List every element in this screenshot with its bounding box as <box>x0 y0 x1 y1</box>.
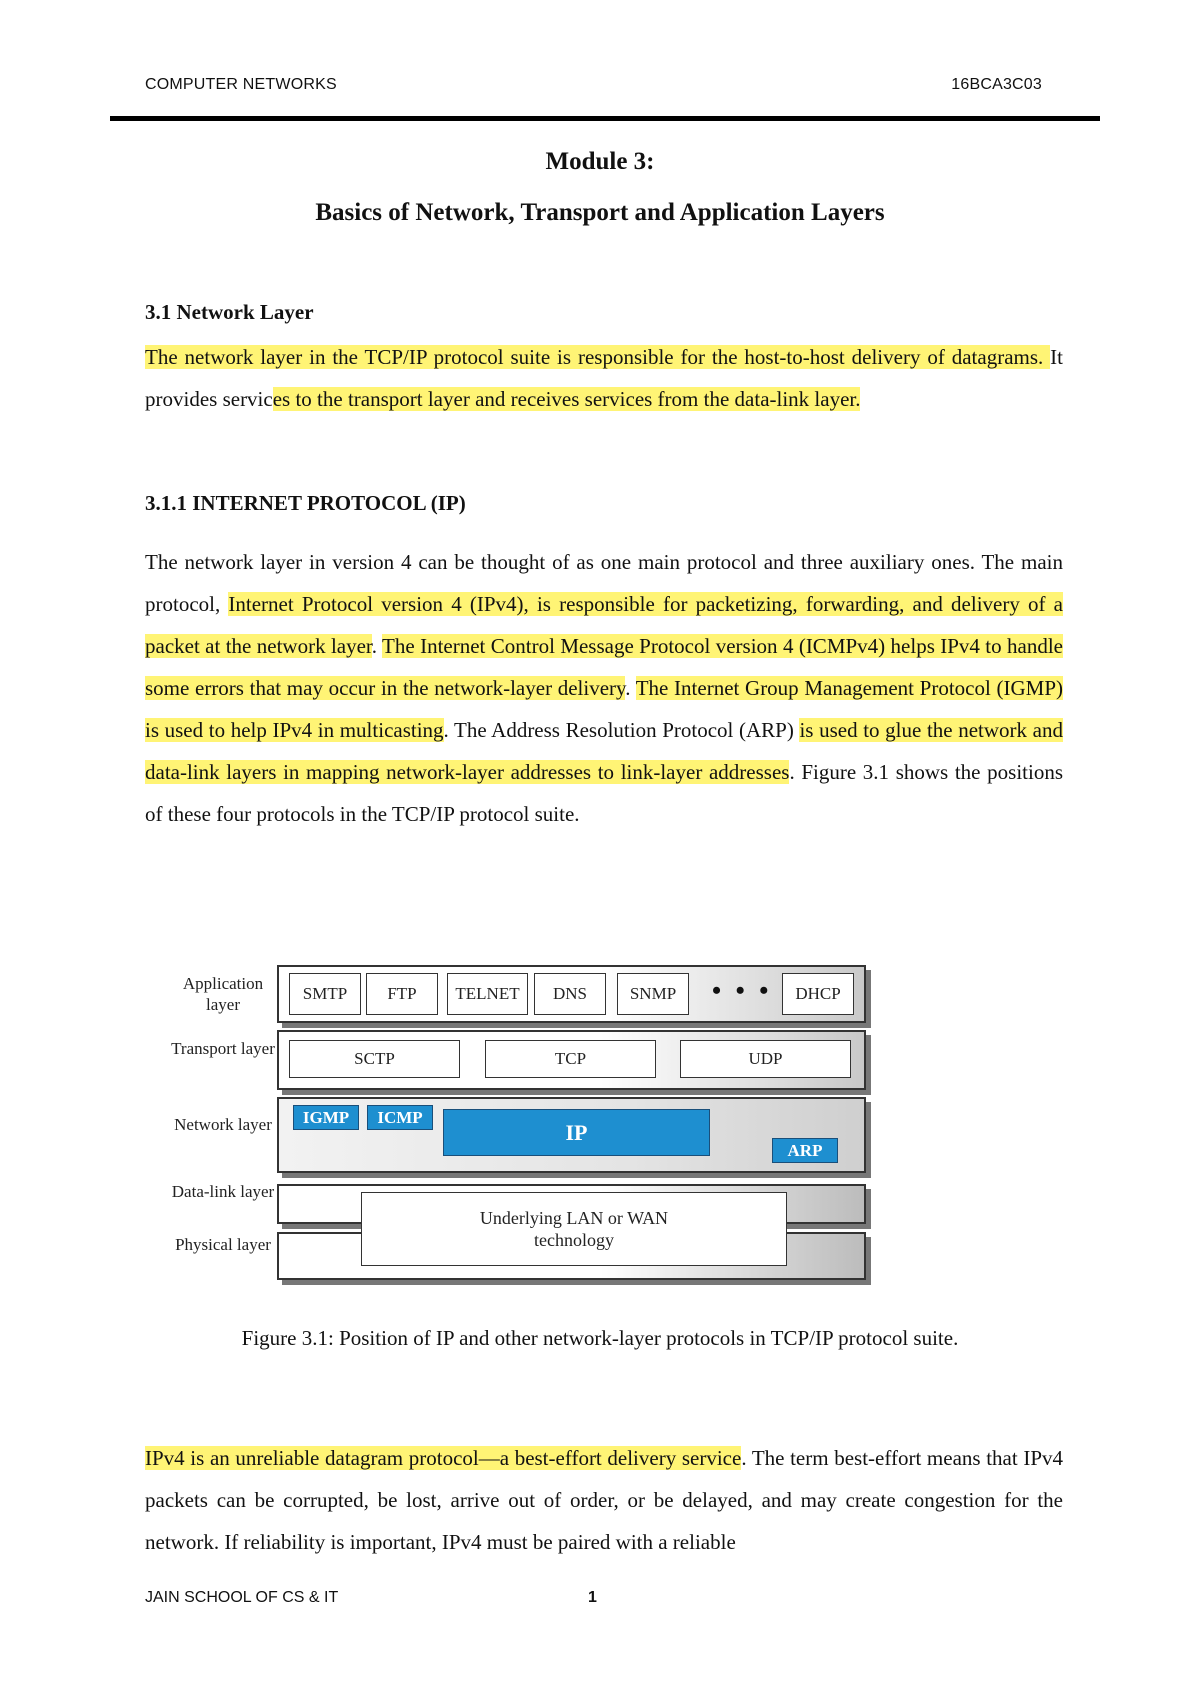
protocol-udp: UDP <box>680 1040 851 1078</box>
ip-seg: is used to glue the network and data-link layers in mapping network-layer addresses to link-layer addresses <box>145 718 1063 784</box>
header-course-code: 16BCA3C03 <box>951 76 1042 93</box>
ip-seg: ersion 4 (ICMPv4) helps IPv4 to handle some errors that may occur in the network-layer delivery <box>145 634 1064 700</box>
section-heading: 3.1 Network Layer <box>145 300 314 324</box>
ip-seg: . The Address Resolution Protocol (ARP) <box>443 718 800 742</box>
protocol-icmp: ICMP <box>367 1105 433 1130</box>
ip-seg: . Figure 3.1 shows the positions of these four protocols in the TCP/IP protocol suite. <box>145 760 1063 826</box>
figure-caption: Figure 3.1: Position of IP and other network-layer protocols in TCP/IP protocol suite. <box>241 1326 959 1350</box>
label-transport-layer: Transport layer <box>171 1039 275 1058</box>
ellipsis-icon: • • • <box>712 976 773 1005</box>
ip-seg: The Internet Control Message Protocol v <box>382 634 727 658</box>
ip-seg: . <box>625 676 636 700</box>
header-rule <box>110 116 1100 121</box>
module-title: Module 3: <box>545 148 655 175</box>
protocol-snmp: SNMP <box>617 973 689 1015</box>
label-application-layer: Application layer <box>182 974 264 1014</box>
module-subtitle: Basics of Network, Transport and Application Layers <box>315 199 885 226</box>
label-datalink-layer: Data-link layer <box>171 1182 275 1201</box>
protocol-telnet: TELNET <box>447 973 528 1015</box>
closing-paragraph <box>145 1437 1063 1563</box>
label-physical-layer: Physical layer <box>175 1235 271 1254</box>
protocol-ip: IP <box>443 1109 710 1156</box>
underlying-line2: technology <box>534 1230 614 1250</box>
underlying-technology-box <box>361 1192 787 1266</box>
protocol-tcp: TCP <box>485 1040 656 1078</box>
section-intro-paragraph <box>145 336 1063 420</box>
closing-seg: IPv4 is an unreliable datagram protocol—a best-effort delivery service <box>145 1446 742 1470</box>
protocol-smtp: SMTP <box>289 973 361 1015</box>
ip-seg: The Internet Group Management Protocol (IGMP) is used to help IPv4 in multicasting <box>145 676 1063 742</box>
footer-school: JAIN SCHOOL OF CS & IT <box>145 1589 339 1606</box>
protocol-dhcp: DHCP <box>782 973 854 1015</box>
subsection-heading: 3.1.1 INTERNET PROTOCOL (IP) <box>145 491 466 515</box>
footer-page-number: 1 <box>588 1589 597 1606</box>
label-network-layer: Network layer <box>174 1115 272 1134</box>
ip-seg: The network layer in version 4 can be thought of as one main protocol and three auxiliary ones. The main protocol, <box>145 550 1063 616</box>
protocol-igmp: IGMP <box>293 1105 359 1130</box>
ip-seg: . <box>371 634 383 658</box>
intro-seg: It provides servic <box>145 345 1063 411</box>
ip-seg: Internet Protocol version 4 (IPv4), is responsible for packetizing, forwarding, and delivery of a packet at the network layer <box>145 592 1063 658</box>
ip-paragraph <box>145 541 1063 835</box>
protocol-ftp: FTP <box>366 973 438 1015</box>
header-course-title: COMPUTER NETWORKS <box>145 76 337 93</box>
intro-seg: The network layer in the TCP/IP protocol suite is responsible for the host-to-host delivery of datagrams. <box>145 345 1051 369</box>
intro-seg: es to the transport layer and receives services from the data-link layer. <box>272 387 861 411</box>
underlying-line1: Underlying LAN or WAN <box>479 1208 669 1228</box>
protocol-dns: DNS <box>534 973 606 1015</box>
closing-seg: . The term best-effort means that IPv4 packets can be corrupted, be lost, arrive out of order, or be delayed, and may create congestion for the network. If reliability is important, IPv4 must be paired with a reliable <box>145 1446 1064 1554</box>
protocol-sctp: SCTP <box>289 1040 460 1078</box>
protocol-arp: ARP <box>772 1138 838 1163</box>
